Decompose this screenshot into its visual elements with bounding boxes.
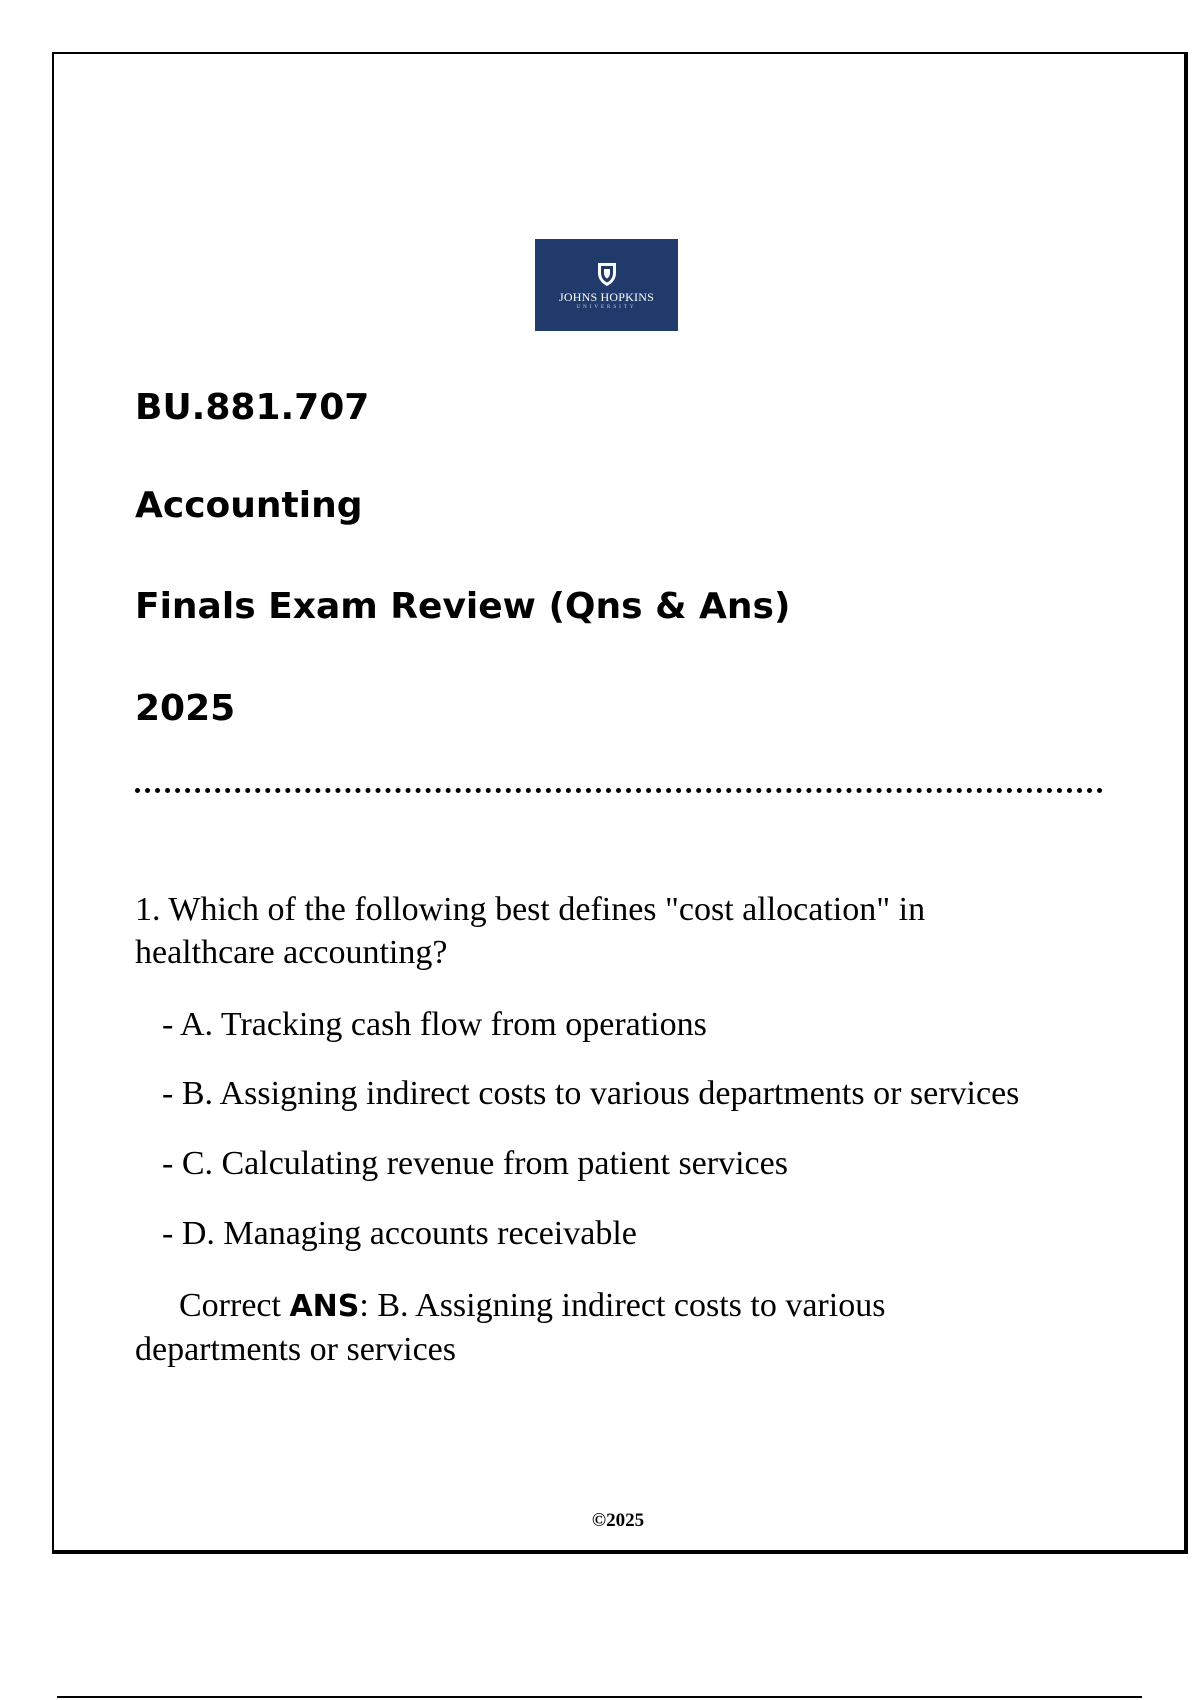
copyright-footer: ©2025 — [591, 1510, 645, 1531]
course-code: BU.881.707 — [135, 387, 370, 428]
logo-name: JOHNS HOPKINS — [559, 289, 654, 304]
answer-option-b: - B. Assigning indirect costs to various departments or services — [162, 1075, 1020, 1112]
university-logo — [535, 239, 678, 331]
correct-answer — [135, 1284, 1035, 1371]
document-title: Finals Exam Review (Qns & Ans) — [135, 586, 791, 627]
answer-prefix: Correct — [179, 1287, 290, 1324]
answer-label: ANS — [289, 1289, 360, 1324]
answer-text: : B. Assigning indirect costs to various departments or services — [135, 1287, 886, 1368]
logo-subtitle: UNIVERSITY — [576, 304, 637, 310]
dotted-divider — [135, 788, 1103, 793]
answer-option-a: - A. Tracking cash flow from operations — [162, 1006, 707, 1043]
answer-option-d: - D. Managing accounts receivable — [162, 1215, 637, 1252]
answer-option-c: - C. Calculating revenue from patient services — [162, 1145, 788, 1182]
question-text: 1. Which of the following best defines "cost allocation" in healthcare accounting? — [135, 891, 926, 971]
document-year: 2025 — [135, 688, 236, 729]
bottom-divider — [57, 1696, 1142, 1698]
shield-icon — [596, 261, 618, 287]
subject-title: Accounting — [135, 485, 363, 526]
